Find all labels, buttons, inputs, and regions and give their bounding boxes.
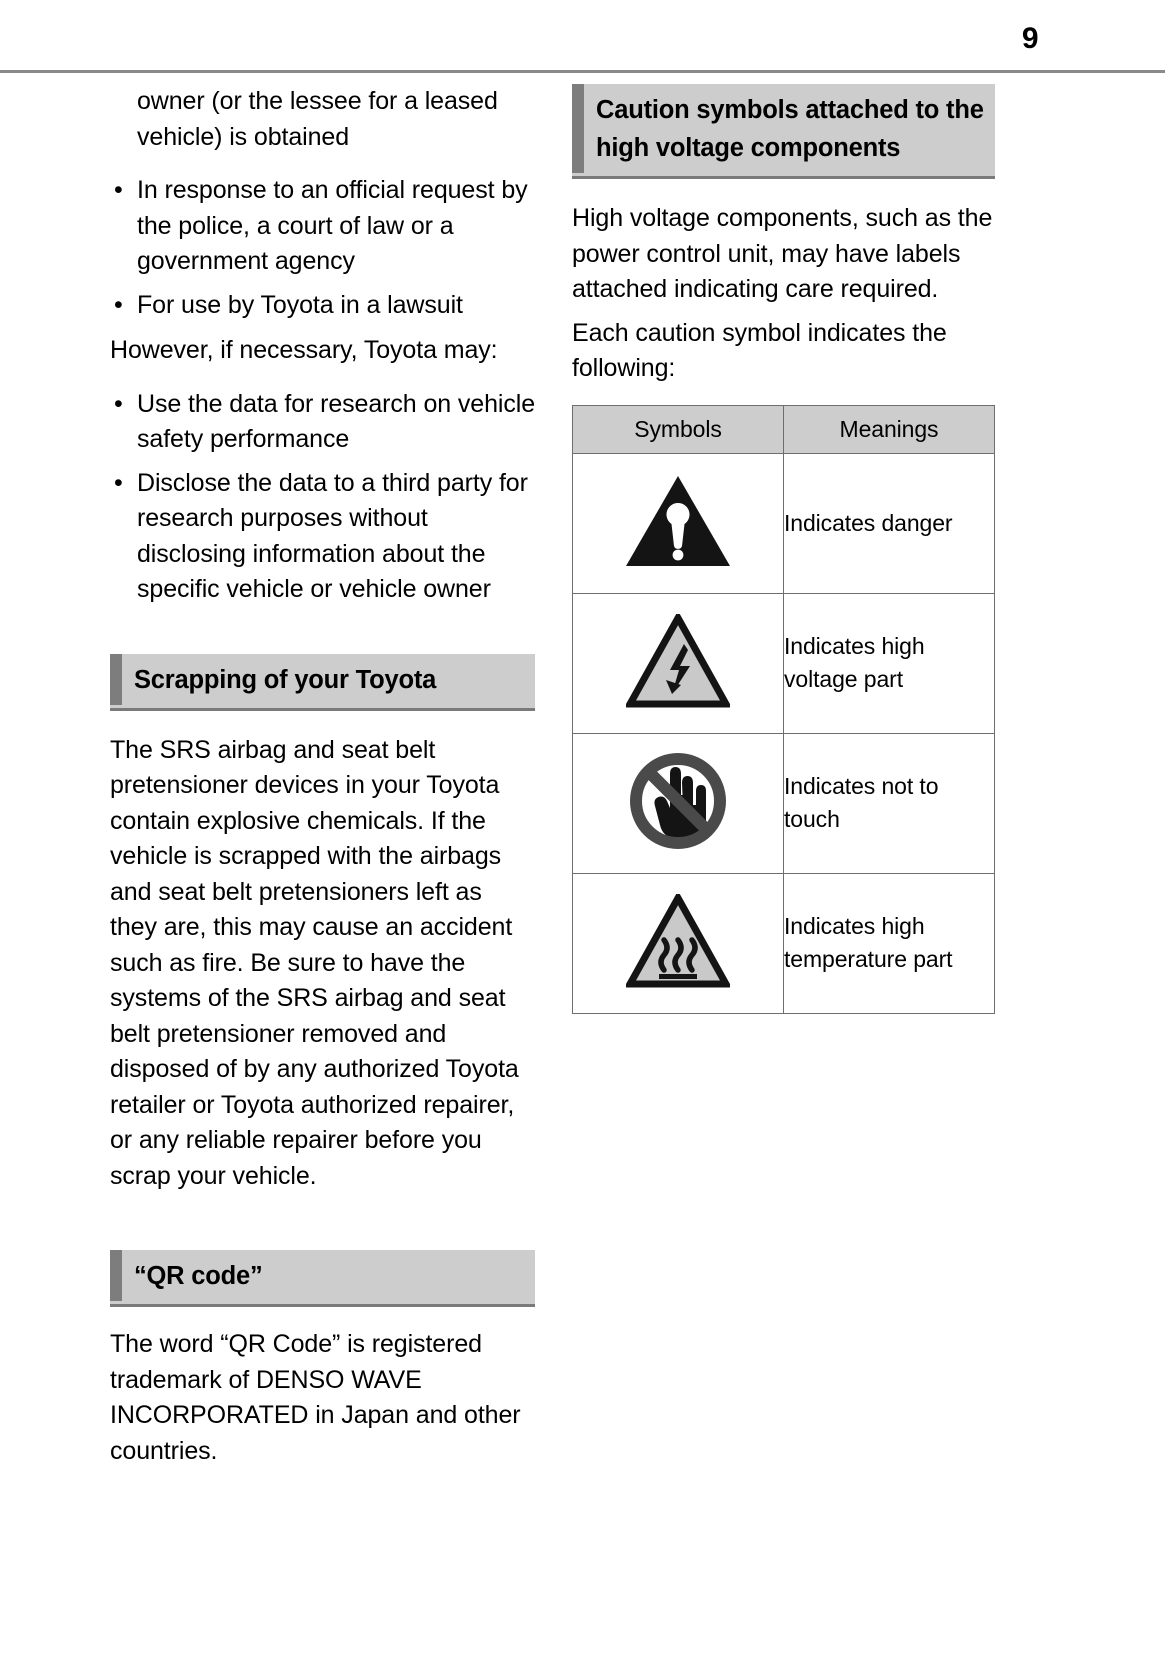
section-heading-label: “QR code”	[134, 1262, 263, 1290]
section-heading-caution-symbols	[572, 84, 995, 179]
heading-accent-bar	[110, 654, 122, 705]
caution-paragraph-2: Each caution symbol indicates the following:	[572, 318, 947, 382]
symbol-cell	[573, 873, 784, 1013]
header-divider	[0, 70, 1165, 73]
lead-in-paragraph: However, if necessary, Toyota may:	[110, 336, 498, 364]
column-header-meanings: Meanings	[784, 405, 995, 453]
bullet-icon: •	[114, 290, 123, 319]
heading-accent-bar	[572, 84, 584, 173]
section-heading-label: Caution symbols attached to the high voltage components	[596, 96, 984, 162]
right-column	[572, 84, 995, 1014]
meaning-cell: Indicates not to touch	[784, 733, 995, 873]
table-row	[573, 453, 995, 593]
symbol-cell	[573, 733, 784, 873]
table-header-row	[573, 405, 995, 453]
page-number: 9	[1021, 22, 1038, 55]
section-heading-qr-code	[110, 1250, 535, 1307]
left-column	[110, 84, 535, 1469]
meaning-cell: Indicates danger	[784, 453, 995, 593]
list-item	[110, 288, 535, 324]
meaning-cell: Indicates high voltage part	[784, 593, 995, 733]
list-item-label: For use by Toyota in a lawsuit	[137, 290, 463, 319]
caution-paragraph-1: High voltage components, such as the power control unit, may have labels attached indicating care required.	[572, 204, 993, 303]
section-heading-label: Scrapping of your Toyota	[134, 665, 437, 694]
bullet-list-exceptions	[110, 387, 535, 608]
bullet-icon: •	[114, 468, 123, 497]
list-item-label: Use the data for research on vehicle safety performance	[137, 389, 536, 453]
table-row	[573, 733, 995, 873]
qr-code-body-text: The word “QR Code” is registered trademark of DENSO WAVE INCORPORATED in Japan and other countries.	[110, 1330, 521, 1465]
page-header	[0, 0, 1165, 72]
symbol-cell	[573, 453, 784, 593]
high-voltage-lightning-triangle-icon	[626, 614, 730, 708]
meaning-cell: Indicates high temperature part	[784, 873, 995, 1013]
continued-paragraph: owner (or the lessee for a leased vehicle) is obtained	[137, 87, 498, 151]
table-row	[573, 873, 995, 1013]
warning-triangle-exclamation-icon	[624, 473, 732, 569]
bullet-icon: •	[114, 176, 123, 204]
bullet-list-restrictions	[110, 173, 535, 323]
high-temperature-triangle-icon	[626, 894, 730, 988]
bullet-icon: •	[114, 389, 123, 418]
list-item-label: In response to an official request by the police, a court of law or a government agency	[137, 176, 528, 275]
scrapping-body-text: The SRS airbag and seat belt pretensioner devices in your Toyota contain explosive chemicals. If the vehicle is scrapped with the airbags and seat belt pretensioners left as they are, this may cause an accident such as fire. Be sure to have the systems of the SRS airbag and seat belt pretensioner removed and disposed of by any authorized Toyota retailer or Toyota authorized repairer, or any reliable repairer before you scrap your vehicle.	[110, 735, 519, 1190]
section-heading-scrapping	[110, 654, 535, 711]
no-touch-hand-icon	[626, 749, 730, 853]
symbol-cell	[573, 593, 784, 733]
list-item-label: Disclose the data to a third party for research purposes without disclosing information about the specific vehicle or vehicle owner	[137, 468, 528, 603]
column-header-symbols: Symbols	[573, 405, 784, 453]
heading-accent-bar	[110, 1250, 122, 1301]
list-item	[110, 466, 535, 608]
table-row	[573, 593, 995, 733]
list-item	[110, 173, 535, 280]
caution-symbols-table	[572, 405, 995, 1014]
list-item	[110, 387, 535, 458]
